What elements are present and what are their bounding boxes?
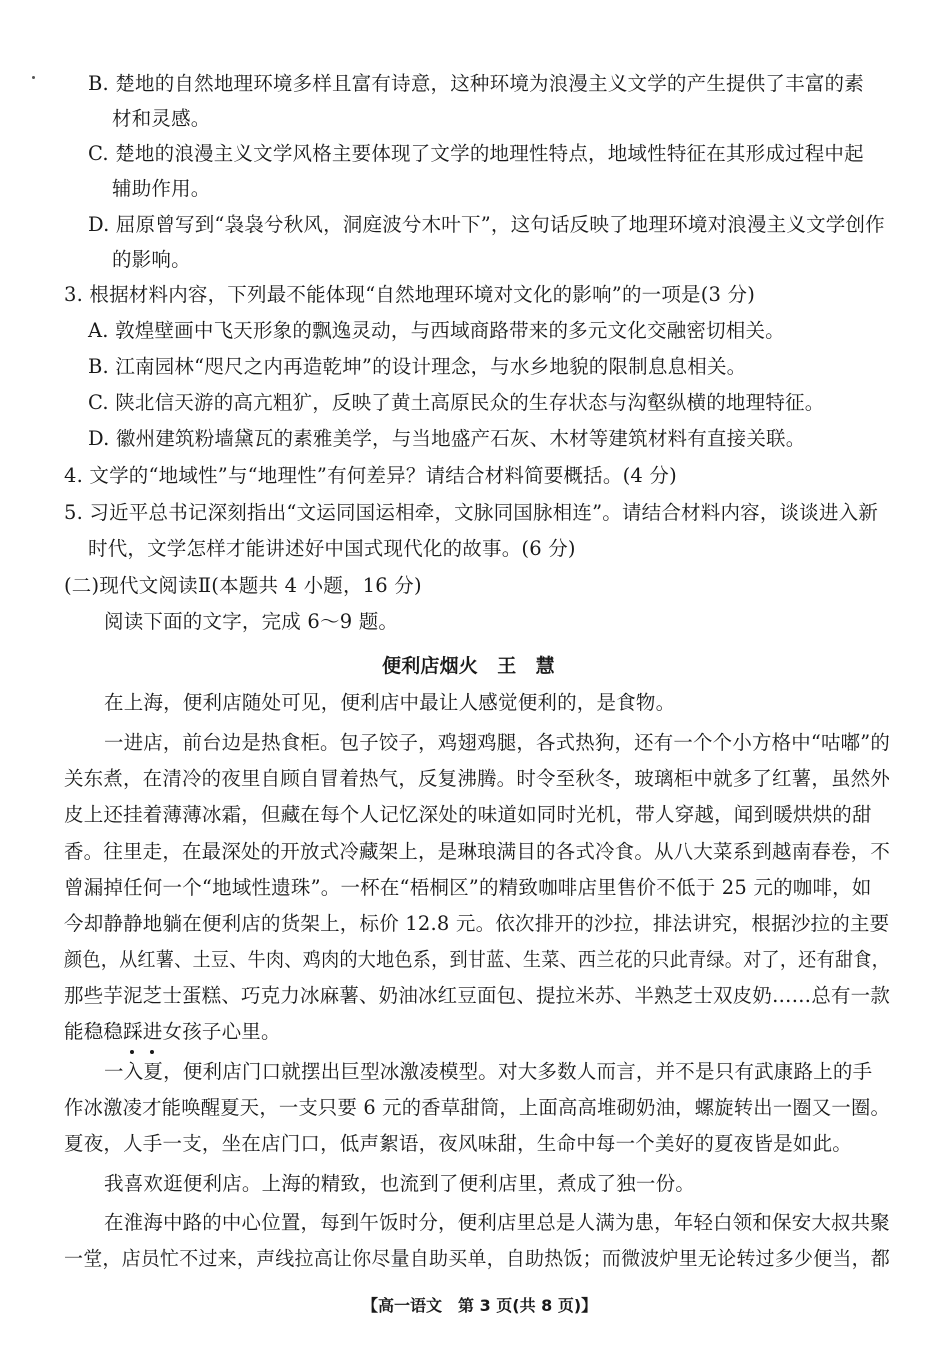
- q2-option-b-line2: 材和灵感。: [112, 107, 211, 130]
- q3-option-c: C. 陕北信天游的高亢粗犷，反映了黄土高原民众的生存状态与沟壑纵横的地理特征。: [88, 391, 825, 414]
- q3-option-b: B. 江南园林“咫尺之内再造乾坤”的设计理念，与水乡地貌的限制息息相关。: [88, 355, 747, 378]
- emphasis-dot: [130, 1050, 134, 1054]
- section-heading: (二)现代文阅读Ⅱ(本题共 4 小题，16 分): [64, 574, 422, 597]
- article-line: 我喜欢逛便利店。上海的精致，也流到了便利店里，煮成了独一份。: [104, 1172, 696, 1195]
- q2-option-b-line1: B. 楚地的自然地理环境多样且富有诗意，这种环境为浪漫主义文学的产生提供了丰富的素: [88, 72, 864, 95]
- article-line: 那些芋泥芝士蛋糕、巧克力冰麻薯、奶油冰红豆面包、提拉米苏、半熟芝士双皮奶……总有一款: [64, 984, 890, 1007]
- q2-option-d-line1: D. 屈原曾写到“袅袅兮秋风，洞庭波兮木叶下”，这句话反映了地理环境对浪漫主义文学创作: [88, 213, 885, 236]
- q2-option-d-line2: 的影响。: [112, 248, 191, 271]
- q3-option-a: A. 敦煌壁画中飞天形象的飘逸灵动，与西域商路带来的多元文化交融密切相关。: [88, 319, 785, 342]
- article-line: 在淮海中路的中心位置，每到午饭时分，便利店里总是人满为患，年轻白领和保安大叔共聚: [104, 1211, 890, 1234]
- article-line: 一堂，店员忙不过来，声线拉高让你尽量自助买单，自助热饭；而微波炉里无论转过多少便当，都: [64, 1247, 891, 1270]
- q3-option-d: D. 徽州建筑粉墙黛瓦的素雅美学，与当地盛产石灰、木材等建筑材料有直接关联。: [88, 427, 806, 450]
- q2-option-c-line2: 辅助作用。: [112, 177, 211, 200]
- q2-option-c-line1: C. 楚地的浪漫主义文学风格主要体现了文学的地理性特点，地域性特征在其形成过程中起: [88, 142, 864, 165]
- emphasis-dot: [150, 1050, 154, 1054]
- article-line: 夏夜，人手一支，坐在店门口，低声絮语，夜风味甜，生命中每一个美好的夏夜皆是如此。: [64, 1132, 853, 1155]
- q5-stem-line1: 5. 习近平总书记深刻指出“文运同国运相牵，文脉同国脉相连”。请结合材料内容，谈谈进入新: [64, 501, 879, 524]
- article-title: 便利店烟火 王 慧: [382, 655, 555, 677]
- article-line: 能稳稳踩进女孩子心里。: [64, 1020, 281, 1043]
- article-line: 关东煮，在清冷的夜里自顾自冒着热气，反复沸腾。时令至秋冬，玻璃柜中就多了红薯，虽然外: [64, 767, 890, 790]
- article-line: 在上海，便利店随处可见，便利店中最让人感觉便利的，是食物。: [104, 691, 676, 714]
- article-line: 一进店，前台边是热食柜。包子饺子，鸡翅鸡腿，各式热狗，还有一个个小方格中“咕嘟”的: [104, 731, 891, 754]
- page-footer: 【高一语文 第 3 页(共 8 页)】: [362, 1296, 598, 1315]
- reading-instruction: 阅读下面的文字，完成 6～9 题。: [104, 610, 399, 633]
- article-line: 颜色，从红薯、土豆、牛肉、鸡肉的大地色系，到甘蓝、生菜、西兰花的只此青绿。对了，还有甜食，: [64, 948, 890, 971]
- scan-speck: [32, 76, 35, 79]
- article-line: 皮上还挂着薄薄冰霜，但藏在每个人记忆深处的味道如同时光机，带人穿越，闻到暖烘烘的甜: [64, 803, 872, 826]
- q4-stem: 4. 文学的“地域性”与“地理性”有何差异？请结合材料简要概括。(4 分): [64, 464, 677, 487]
- article-line: 曾漏掉任何一个“地域性遗珠”。一杯在“梧桐区”的精致咖啡店里售价不低于 25 元的咖啡，如: [64, 876, 872, 899]
- article-line: 香。往里走，在最深处的开放式冷藏架上，是琳琅满目的各式冷食。从八大菜系到越南春卷，不: [64, 840, 890, 863]
- article-line: 今却静静地躺在便利店的货架上，标价 12.8 元。依次排开的沙拉，排法讲究，根据沙拉的主要: [64, 912, 890, 935]
- q3-stem: 3. 根据材料内容，下列最不能体现“自然地理环境对文化的影响”的一项是(3 分): [64, 283, 756, 306]
- article-line: 作冰激凌才能唤醒夏天，一支只要 6 元的香草甜筒，上面高高堆砌奶油，螺旋转出一圈又一圈。: [64, 1096, 891, 1119]
- article-line: 一入夏，便利店门口就摆出巨型冰激凌模型。对大多数人而言，并不是只有武康路上的手: [104, 1060, 873, 1083]
- q5-stem-line2: 时代，文学怎样才能讲述好中国式现代化的故事。(6 分): [88, 537, 576, 560]
